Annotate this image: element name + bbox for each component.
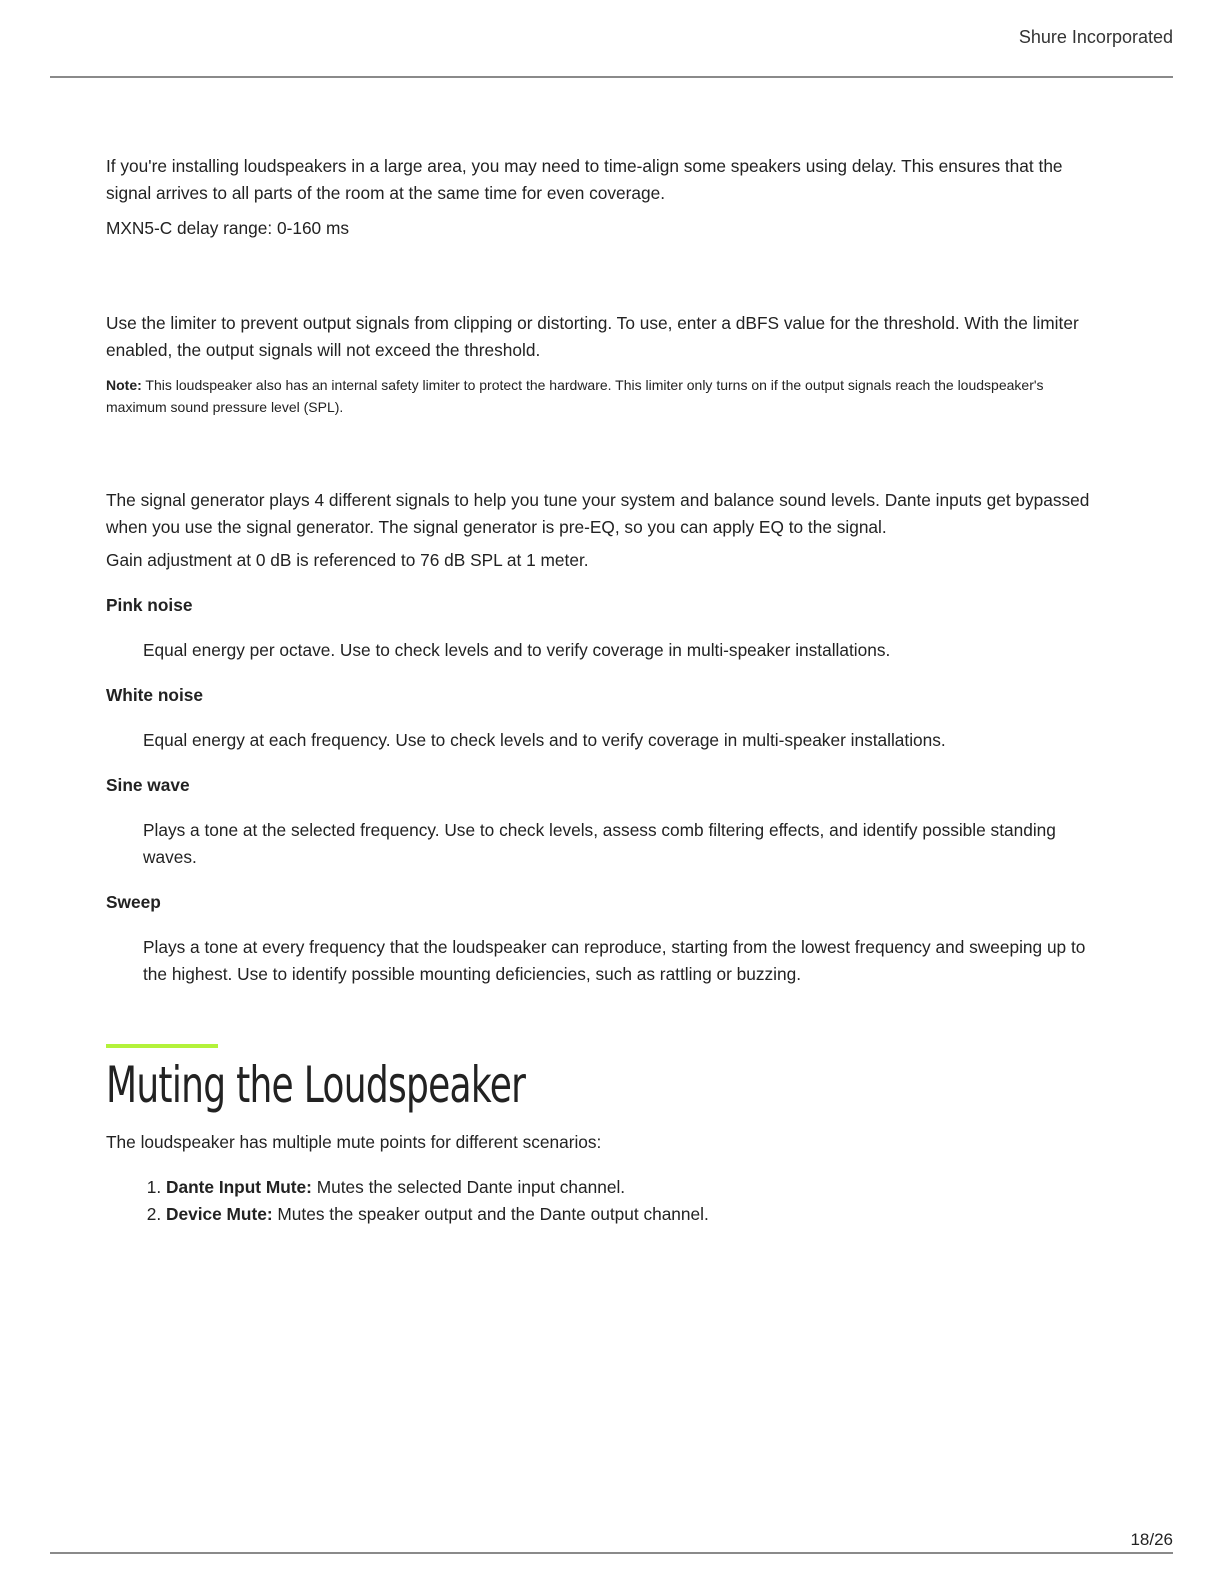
- page-content: [106, 153, 1106, 1228]
- list-item: [166, 1201, 1106, 1228]
- term-sweep: Sweep: [106, 892, 161, 912]
- term-pink-noise: Pink noise: [106, 595, 193, 615]
- footer-divider: [50, 1552, 1173, 1554]
- delay-range-paragraph: MXN5-C delay range: 0-160 ms: [106, 218, 350, 238]
- definition-sweep: Plays a tone at every frequency that the loudspeaker can reproduce, starting from the lowest frequency and sweeping up to the highest. Use to identify possible mounting deficiencies, such as rattling or buzzing.: [143, 937, 1086, 984]
- section-heading: Muting the Loudspeaker: [106, 1056, 526, 1114]
- list-item-label: Device Mute:: [166, 1204, 273, 1224]
- heading-accent-bar: [106, 1044, 218, 1048]
- delay-intro-paragraph: If you're installing loudspeakers in a large area, you may need to time-align some speakers using delay. This ensures that the signal arrives to all parts of the room at the same time for even coverage.: [106, 156, 1063, 203]
- page-number: 18/26: [1130, 1530, 1173, 1549]
- note-text: This loudspeaker also has an internal safety limiter to protect the hardware. This limiter only turns on if the output signals reach the loudspeaker's maximum sound pressure level (SPL).: [106, 377, 1044, 415]
- gain-reference-paragraph: Gain adjustment at 0 dB is referenced to 76 dB SPL at 1 meter.: [106, 550, 589, 570]
- definition-white-noise: Equal energy at each frequency. Use to check levels and to verify coverage in multi-speaker installations.: [143, 730, 946, 750]
- note-label: Note:: [106, 377, 142, 393]
- header-divider: [50, 76, 1173, 78]
- header-company-name: Shure Incorporated: [1018, 27, 1173, 47]
- definition-pink-noise: Equal energy per octave. Use to check levels and to verify coverage in multi-speaker installations.: [143, 640, 891, 660]
- list-item: [166, 1174, 1106, 1201]
- list-item-text: Mutes the speaker output and the Dante output channel.: [272, 1204, 709, 1224]
- muting-intro-paragraph: The loudspeaker has multiple mute points for different scenarios:: [106, 1132, 602, 1152]
- term-sine-wave: Sine wave: [106, 775, 190, 795]
- signal-generator-paragraph: The signal generator plays 4 different signals to help you tune your system and balance sound levels. Dante inputs get bypassed when you use the signal generator. The signal generator is pre-EQ, so you can apply EQ to the signal.: [106, 490, 1090, 537]
- mute-points-list: [106, 1174, 1106, 1228]
- list-item-label: Dante Input Mute:: [166, 1177, 312, 1197]
- list-item-text: Mutes the selected Dante input channel.: [311, 1177, 626, 1197]
- signal-types-list: [106, 592, 1106, 988]
- term-white-noise: White noise: [106, 685, 203, 705]
- limiter-paragraph: Use the limiter to prevent output signals from clipping or distorting. To use, enter a dBFS value for the threshold. With the limiter enabled, the output signals will not exceed the threshold.: [106, 313, 1079, 360]
- definition-sine-wave: Plays a tone at the selected frequency. Use to check levels, assess comb filtering effects, and identify possible standing waves.: [143, 820, 1056, 867]
- limiter-note: [106, 374, 1106, 418]
